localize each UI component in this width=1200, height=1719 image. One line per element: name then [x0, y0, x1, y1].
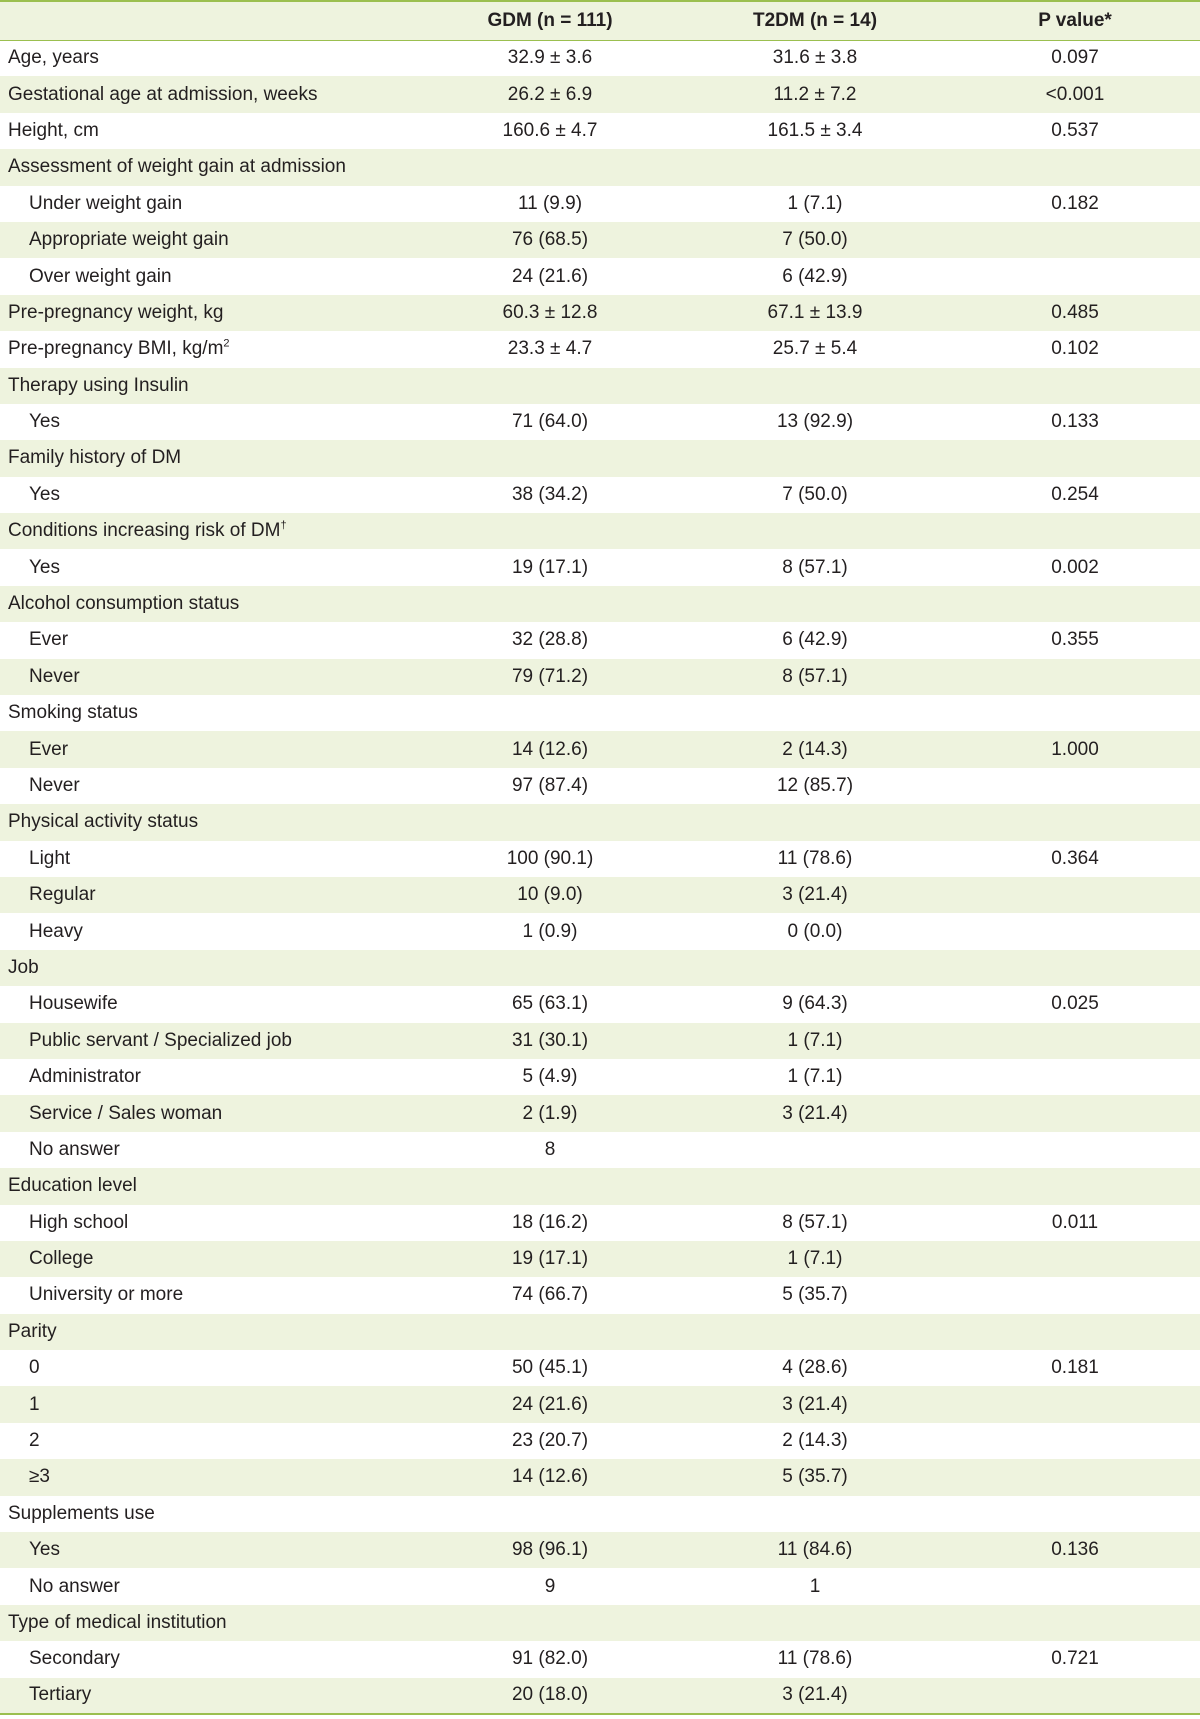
cell-t2dm: 8 (57.1)	[782, 665, 848, 687]
row-label	[0, 1532, 420, 1568]
table-row	[0, 1059, 1200, 1095]
cell-gdm: 79 (71.2)	[511, 665, 589, 687]
cell-p-value	[950, 913, 1200, 949]
table-row	[0, 549, 1200, 585]
table-row	[0, 1678, 1200, 1714]
table-row	[0, 113, 1200, 149]
cell-gdm: 74 (66.7)	[511, 1284, 589, 1306]
row-label	[0, 440, 420, 476]
cell-gdm: 14 (12.6)	[511, 738, 589, 760]
row-label-text: Gestational age at admission, weeks	[8, 83, 318, 105]
cell-gdm: 9	[544, 1575, 556, 1597]
cell-p-value	[950, 1023, 1200, 1059]
cell-gdm: 24 (21.6)	[511, 265, 589, 287]
row-label	[0, 368, 420, 404]
row-label-superscript: †	[280, 519, 287, 532]
cell-p-value: 0.102	[1051, 338, 1099, 360]
row-label	[0, 40, 420, 76]
cell-p-value	[950, 1459, 1200, 1495]
row-label	[0, 1459, 420, 1495]
cell-gdm	[420, 586, 680, 622]
row-label-text: Age, years	[8, 47, 99, 69]
row-label-text: 0	[29, 1357, 40, 1379]
row-label-text: No answer	[29, 1138, 120, 1160]
cell-gdm: 160.6 ± 4.7	[502, 119, 598, 141]
cell-p-value	[950, 1678, 1200, 1714]
cell-gdm: 11 (9.9)	[517, 192, 583, 214]
cell-gdm: 32.9 ± 3.6	[507, 47, 593, 69]
cell-gdm	[420, 1168, 680, 1204]
cell-gdm: 65 (63.1)	[511, 993, 589, 1015]
cell-gdm	[420, 1314, 680, 1350]
row-label-text: Physical activity status	[8, 811, 199, 833]
cell-t2dm: 11 (78.6)	[777, 847, 853, 869]
cell-gdm: 19 (17.1)	[511, 556, 589, 578]
cell-p-value: 0.537	[1051, 119, 1099, 141]
table-row	[0, 513, 1200, 549]
cell-p-value	[950, 1277, 1200, 1313]
cell-t2dm: 1 (7.1)	[787, 1066, 843, 1088]
cell-t2dm: 9 (64.3)	[782, 993, 848, 1015]
cell-p-value: 0.721	[1051, 1648, 1099, 1670]
cell-gdm	[420, 950, 680, 986]
cell-gdm: 1 (0.9)	[522, 920, 578, 942]
cell-gdm: 76 (68.5)	[511, 229, 589, 251]
cell-t2dm: 1 (7.1)	[787, 1248, 843, 1270]
row-label	[0, 1423, 420, 1459]
table-row	[0, 1277, 1200, 1313]
row-label-text: Yes	[29, 483, 60, 505]
row-label	[0, 1241, 420, 1277]
table-row	[0, 1241, 1200, 1277]
row-label-text: Appropriate weight gain	[29, 229, 229, 251]
cell-t2dm: 1	[809, 1575, 821, 1597]
row-label	[0, 1605, 420, 1641]
row-label-text: Over weight gain	[29, 265, 172, 287]
row-label	[0, 1095, 420, 1131]
cell-gdm: 14 (12.6)	[511, 1466, 589, 1488]
cell-gdm: 18 (16.2)	[511, 1211, 589, 1233]
cell-p-value	[950, 149, 1200, 185]
cell-t2dm	[680, 440, 950, 476]
row-label-text: Under weight gain	[29, 192, 183, 214]
cell-gdm	[420, 513, 680, 549]
cell-gdm	[420, 1605, 680, 1641]
cell-gdm: 98 (96.1)	[511, 1539, 589, 1561]
cell-t2dm	[680, 513, 950, 549]
cell-t2dm	[680, 586, 950, 622]
cell-gdm: 97 (87.4)	[511, 775, 589, 796]
cell-t2dm: 7 (50.0)	[782, 229, 848, 251]
cell-p-value: 0.182	[1051, 192, 1099, 214]
table-row	[0, 622, 1200, 658]
table-row	[0, 1095, 1200, 1131]
row-label	[0, 1277, 420, 1313]
cell-gdm	[420, 368, 680, 404]
cell-gdm: 71 (64.0)	[511, 411, 589, 433]
cell-p-value	[950, 1241, 1200, 1277]
row-label-text: Regular	[29, 884, 96, 906]
row-label	[0, 295, 420, 331]
row-label	[0, 950, 420, 986]
row-label-text: Job	[8, 956, 39, 978]
cell-p-value: 0.364	[1051, 847, 1099, 869]
cell-p-value	[950, 659, 1200, 695]
row-label-text: Secondary	[29, 1648, 120, 1670]
row-label	[0, 113, 420, 149]
cell-p-value: 0.133	[1051, 411, 1099, 433]
cell-p-value: 0.136	[1051, 1539, 1099, 1561]
cell-gdm: 60.3 ± 12.8	[502, 301, 598, 323]
cell-p-value	[950, 768, 1200, 804]
cell-t2dm: 0 (0.0)	[787, 920, 843, 942]
cell-gdm	[420, 440, 680, 476]
table-row	[0, 477, 1200, 513]
row-label	[0, 1205, 420, 1241]
table-row	[0, 659, 1200, 695]
cell-t2dm: 6 (42.9)	[782, 265, 848, 287]
row-label-text: Therapy using Insulin	[8, 374, 189, 396]
cell-t2dm: 3 (21.4)	[782, 1393, 848, 1415]
cell-t2dm	[680, 1496, 950, 1532]
cell-p-value	[950, 368, 1200, 404]
cell-t2dm: 7 (50.0)	[782, 483, 848, 505]
row-label	[0, 731, 420, 767]
row-label-text: Education level	[8, 1175, 137, 1197]
row-label-text: Yes	[29, 556, 60, 578]
cell-t2dm: 12 (85.7)	[776, 775, 854, 796]
cell-p-value	[950, 1605, 1200, 1641]
cell-gdm: 10 (9.0)	[517, 884, 583, 906]
cell-p-value	[950, 877, 1200, 913]
cell-t2dm	[680, 1168, 950, 1204]
row-label-text: 2	[29, 1430, 40, 1452]
row-label-text: Service / Sales woman	[29, 1102, 223, 1124]
cell-t2dm: 13 (92.9)	[776, 411, 854, 433]
cell-p-value	[950, 222, 1200, 258]
row-label	[0, 586, 420, 622]
cell-gdm: 2 (1.9)	[522, 1102, 578, 1124]
row-label-text: Heavy	[29, 920, 83, 942]
cell-t2dm	[680, 1314, 950, 1350]
cell-p-value: 0.011	[1051, 1211, 1099, 1233]
table-row	[0, 1496, 1200, 1532]
row-label	[0, 1059, 420, 1095]
row-label	[0, 186, 420, 222]
row-label-text: Pre-pregnancy weight, kg	[8, 301, 224, 323]
row-label	[0, 695, 420, 731]
row-label-text: Smoking status	[8, 702, 138, 724]
table-row	[0, 1459, 1200, 1495]
table-row	[0, 404, 1200, 440]
header-gdm: GDM (n = 111)	[487, 9, 613, 31]
cell-p-value	[950, 1095, 1200, 1131]
cell-p-value	[950, 440, 1200, 476]
cell-t2dm: 6 (42.9)	[782, 629, 848, 651]
cell-p-value	[950, 1168, 1200, 1204]
cell-t2dm: 67.1 ± 13.9	[767, 301, 863, 323]
row-label-text: Ever	[29, 629, 69, 651]
cell-p-value	[950, 1386, 1200, 1422]
row-label	[0, 477, 420, 513]
cell-t2dm	[680, 1132, 950, 1168]
cell-p-value	[950, 695, 1200, 731]
cell-t2dm	[680, 1605, 950, 1641]
row-label	[0, 513, 420, 549]
row-label-text: Type of medical institution	[8, 1611, 227, 1633]
cell-gdm: 8	[544, 1138, 556, 1160]
row-label	[0, 1314, 420, 1350]
table-row	[0, 1386, 1200, 1422]
cell-t2dm	[680, 695, 950, 731]
table-row	[0, 1168, 1200, 1204]
table-row	[0, 1350, 1200, 1386]
row-label-text: Pre-pregnancy BMI, kg/m	[8, 338, 224, 360]
cell-gdm: 20 (18.0)	[511, 1684, 589, 1706]
table-row	[0, 950, 1200, 986]
row-label	[0, 1496, 420, 1532]
cell-gdm: 5 (4.9)	[522, 1066, 578, 1088]
cell-gdm	[420, 1496, 680, 1532]
cell-t2dm	[680, 950, 950, 986]
row-label	[0, 1678, 420, 1714]
cell-gdm	[420, 804, 680, 840]
cell-p-value: 0.485	[1051, 301, 1099, 323]
row-label	[0, 331, 420, 367]
row-label	[0, 659, 420, 695]
row-label	[0, 404, 420, 440]
cell-t2dm: 31.6 ± 3.8	[772, 47, 858, 69]
cell-p-value: 1.000	[1051, 738, 1099, 760]
cell-t2dm	[680, 368, 950, 404]
table-row	[0, 186, 1200, 222]
cell-t2dm: 1 (7.1)	[787, 192, 843, 214]
row-label-text: No answer	[29, 1575, 120, 1597]
row-label	[0, 149, 420, 185]
cell-t2dm	[680, 804, 950, 840]
row-label-text: Housewife	[29, 993, 118, 1015]
row-label-text: Yes	[29, 411, 60, 433]
row-label	[0, 1568, 420, 1604]
cell-gdm: 38 (34.2)	[511, 483, 589, 505]
row-label	[0, 222, 420, 258]
row-label-text: Administrator	[29, 1066, 141, 1088]
cell-t2dm: 4 (28.6)	[782, 1357, 848, 1379]
row-label-text: Assessment of weight gain at admission	[8, 156, 346, 178]
row-label-superscript: 2	[223, 337, 230, 350]
table-row	[0, 40, 1200, 76]
cell-p-value	[950, 1314, 1200, 1350]
row-label-text: Public servant / Specialized job	[29, 1029, 292, 1051]
row-label-text: Yes	[29, 1539, 60, 1561]
cell-p-value	[950, 258, 1200, 294]
row-label	[0, 1386, 420, 1422]
cell-gdm: 19 (17.1)	[511, 1248, 589, 1270]
row-label-text: Family history of DM	[8, 447, 182, 469]
cell-p-value: 0.181	[1051, 1357, 1099, 1379]
cell-t2dm: 5 (35.7)	[782, 1284, 848, 1306]
cell-t2dm: 161.5 ± 3.4	[767, 119, 863, 141]
row-label-text: Alcohol consumption status	[8, 593, 240, 615]
row-label-text: ≥3	[29, 1466, 50, 1488]
cell-p-value	[950, 1568, 1200, 1604]
table-row	[0, 149, 1200, 185]
cell-t2dm: 11 (84.6)	[777, 1539, 853, 1561]
row-label	[0, 1132, 420, 1168]
row-label-text: Conditions increasing risk of DM	[8, 520, 281, 542]
table-row	[0, 1641, 1200, 1677]
row-label-text: Supplements use	[8, 1502, 155, 1524]
cell-gdm: 24 (21.6)	[511, 1393, 589, 1415]
row-label	[0, 1641, 420, 1677]
row-label-text: Never	[29, 775, 80, 796]
header-p-value: P value*	[1038, 9, 1112, 31]
table-row	[0, 1205, 1200, 1241]
cell-p-value	[950, 1059, 1200, 1095]
cell-gdm: 23 (20.7)	[511, 1430, 589, 1452]
table-row	[0, 1568, 1200, 1604]
cell-gdm	[420, 149, 680, 185]
row-label-text: Parity	[8, 1320, 57, 1342]
cell-t2dm: 8 (57.1)	[782, 1211, 848, 1233]
row-label	[0, 1023, 420, 1059]
cell-t2dm: 11.2 ± 7.2	[773, 83, 857, 105]
cell-t2dm: 8 (57.1)	[782, 556, 848, 578]
cell-t2dm: 2 (14.3)	[782, 1430, 848, 1452]
table-body	[0, 40, 1200, 1714]
row-label	[0, 986, 420, 1022]
row-label-text: University or more	[29, 1284, 184, 1306]
table-row	[0, 1023, 1200, 1059]
table-row	[0, 913, 1200, 949]
cell-gdm	[420, 695, 680, 731]
table-row	[0, 1532, 1200, 1568]
cell-p-value	[950, 804, 1200, 840]
row-label	[0, 1350, 420, 1386]
cell-t2dm: 1 (7.1)	[787, 1029, 843, 1051]
cell-t2dm: 2 (14.3)	[782, 738, 848, 760]
cell-t2dm: 11 (78.6)	[777, 1648, 853, 1670]
row-label	[0, 622, 420, 658]
table-row	[0, 695, 1200, 731]
cell-p-value	[950, 1423, 1200, 1459]
row-label	[0, 258, 420, 294]
cell-gdm: 23.3 ± 4.7	[507, 338, 593, 360]
row-label-text: Height, cm	[8, 119, 99, 141]
cell-p-value: 0.254	[1051, 483, 1099, 505]
cell-t2dm: 3 (21.4)	[782, 1684, 848, 1706]
cell-p-value	[950, 513, 1200, 549]
row-label-text: Never	[29, 665, 80, 687]
row-label-text: Tertiary	[29, 1684, 92, 1706]
cell-t2dm: 25.7 ± 5.4	[772, 338, 858, 360]
table-row	[0, 368, 1200, 404]
table-row	[0, 841, 1200, 877]
cell-gdm: 50 (45.1)	[511, 1357, 589, 1379]
cell-gdm: 32 (28.8)	[511, 629, 589, 651]
row-label-text: High school	[29, 1211, 129, 1233]
header-label	[0, 1, 420, 40]
table-row	[0, 1132, 1200, 1168]
row-label-text: Light	[29, 847, 71, 869]
row-label	[0, 549, 420, 585]
table-header-row	[0, 1, 1200, 40]
cell-t2dm: 5 (35.7)	[782, 1466, 848, 1488]
cell-p-value: 0.097	[1051, 47, 1099, 69]
cell-t2dm	[680, 149, 950, 185]
cell-p-value: 0.002	[1051, 556, 1099, 578]
row-label	[0, 1168, 420, 1204]
row-label-text: Ever	[29, 738, 69, 760]
cell-gdm: 31 (30.1)	[511, 1029, 589, 1051]
row-label	[0, 804, 420, 840]
row-label-text: College	[29, 1248, 94, 1270]
table-row	[0, 331, 1200, 367]
cell-gdm: 100 (90.1)	[506, 847, 594, 869]
table-row	[0, 1423, 1200, 1459]
table-row	[0, 1314, 1200, 1350]
table-row	[0, 768, 1200, 804]
row-label	[0, 768, 420, 804]
cell-gdm: 91 (82.0)	[511, 1648, 589, 1670]
cell-t2dm: 3 (21.4)	[782, 884, 848, 906]
table-row	[0, 986, 1200, 1022]
row-label	[0, 841, 420, 877]
table-row	[0, 295, 1200, 331]
header-t2dm: T2DM (n = 14)	[752, 9, 878, 31]
table-row	[0, 258, 1200, 294]
table-row	[0, 804, 1200, 840]
row-label	[0, 76, 420, 112]
table-row	[0, 877, 1200, 913]
cell-p-value	[950, 1132, 1200, 1168]
cell-gdm: 26.2 ± 6.9	[507, 83, 593, 105]
cell-t2dm: 3 (21.4)	[782, 1102, 848, 1124]
table-row	[0, 222, 1200, 258]
cell-p-value: <0.001	[1045, 83, 1105, 105]
table-row	[0, 731, 1200, 767]
row-label	[0, 877, 420, 913]
row-label	[0, 913, 420, 949]
cell-p-value: 0.025	[1051, 993, 1099, 1015]
cell-p-value	[950, 1496, 1200, 1532]
row-label-text: 1	[29, 1393, 40, 1415]
table-row	[0, 586, 1200, 622]
cell-p-value: 0.355	[1051, 629, 1099, 651]
table-row	[0, 76, 1200, 112]
table-row	[0, 1605, 1200, 1641]
cell-p-value	[950, 586, 1200, 622]
cell-p-value	[950, 950, 1200, 986]
table-row	[0, 440, 1200, 476]
